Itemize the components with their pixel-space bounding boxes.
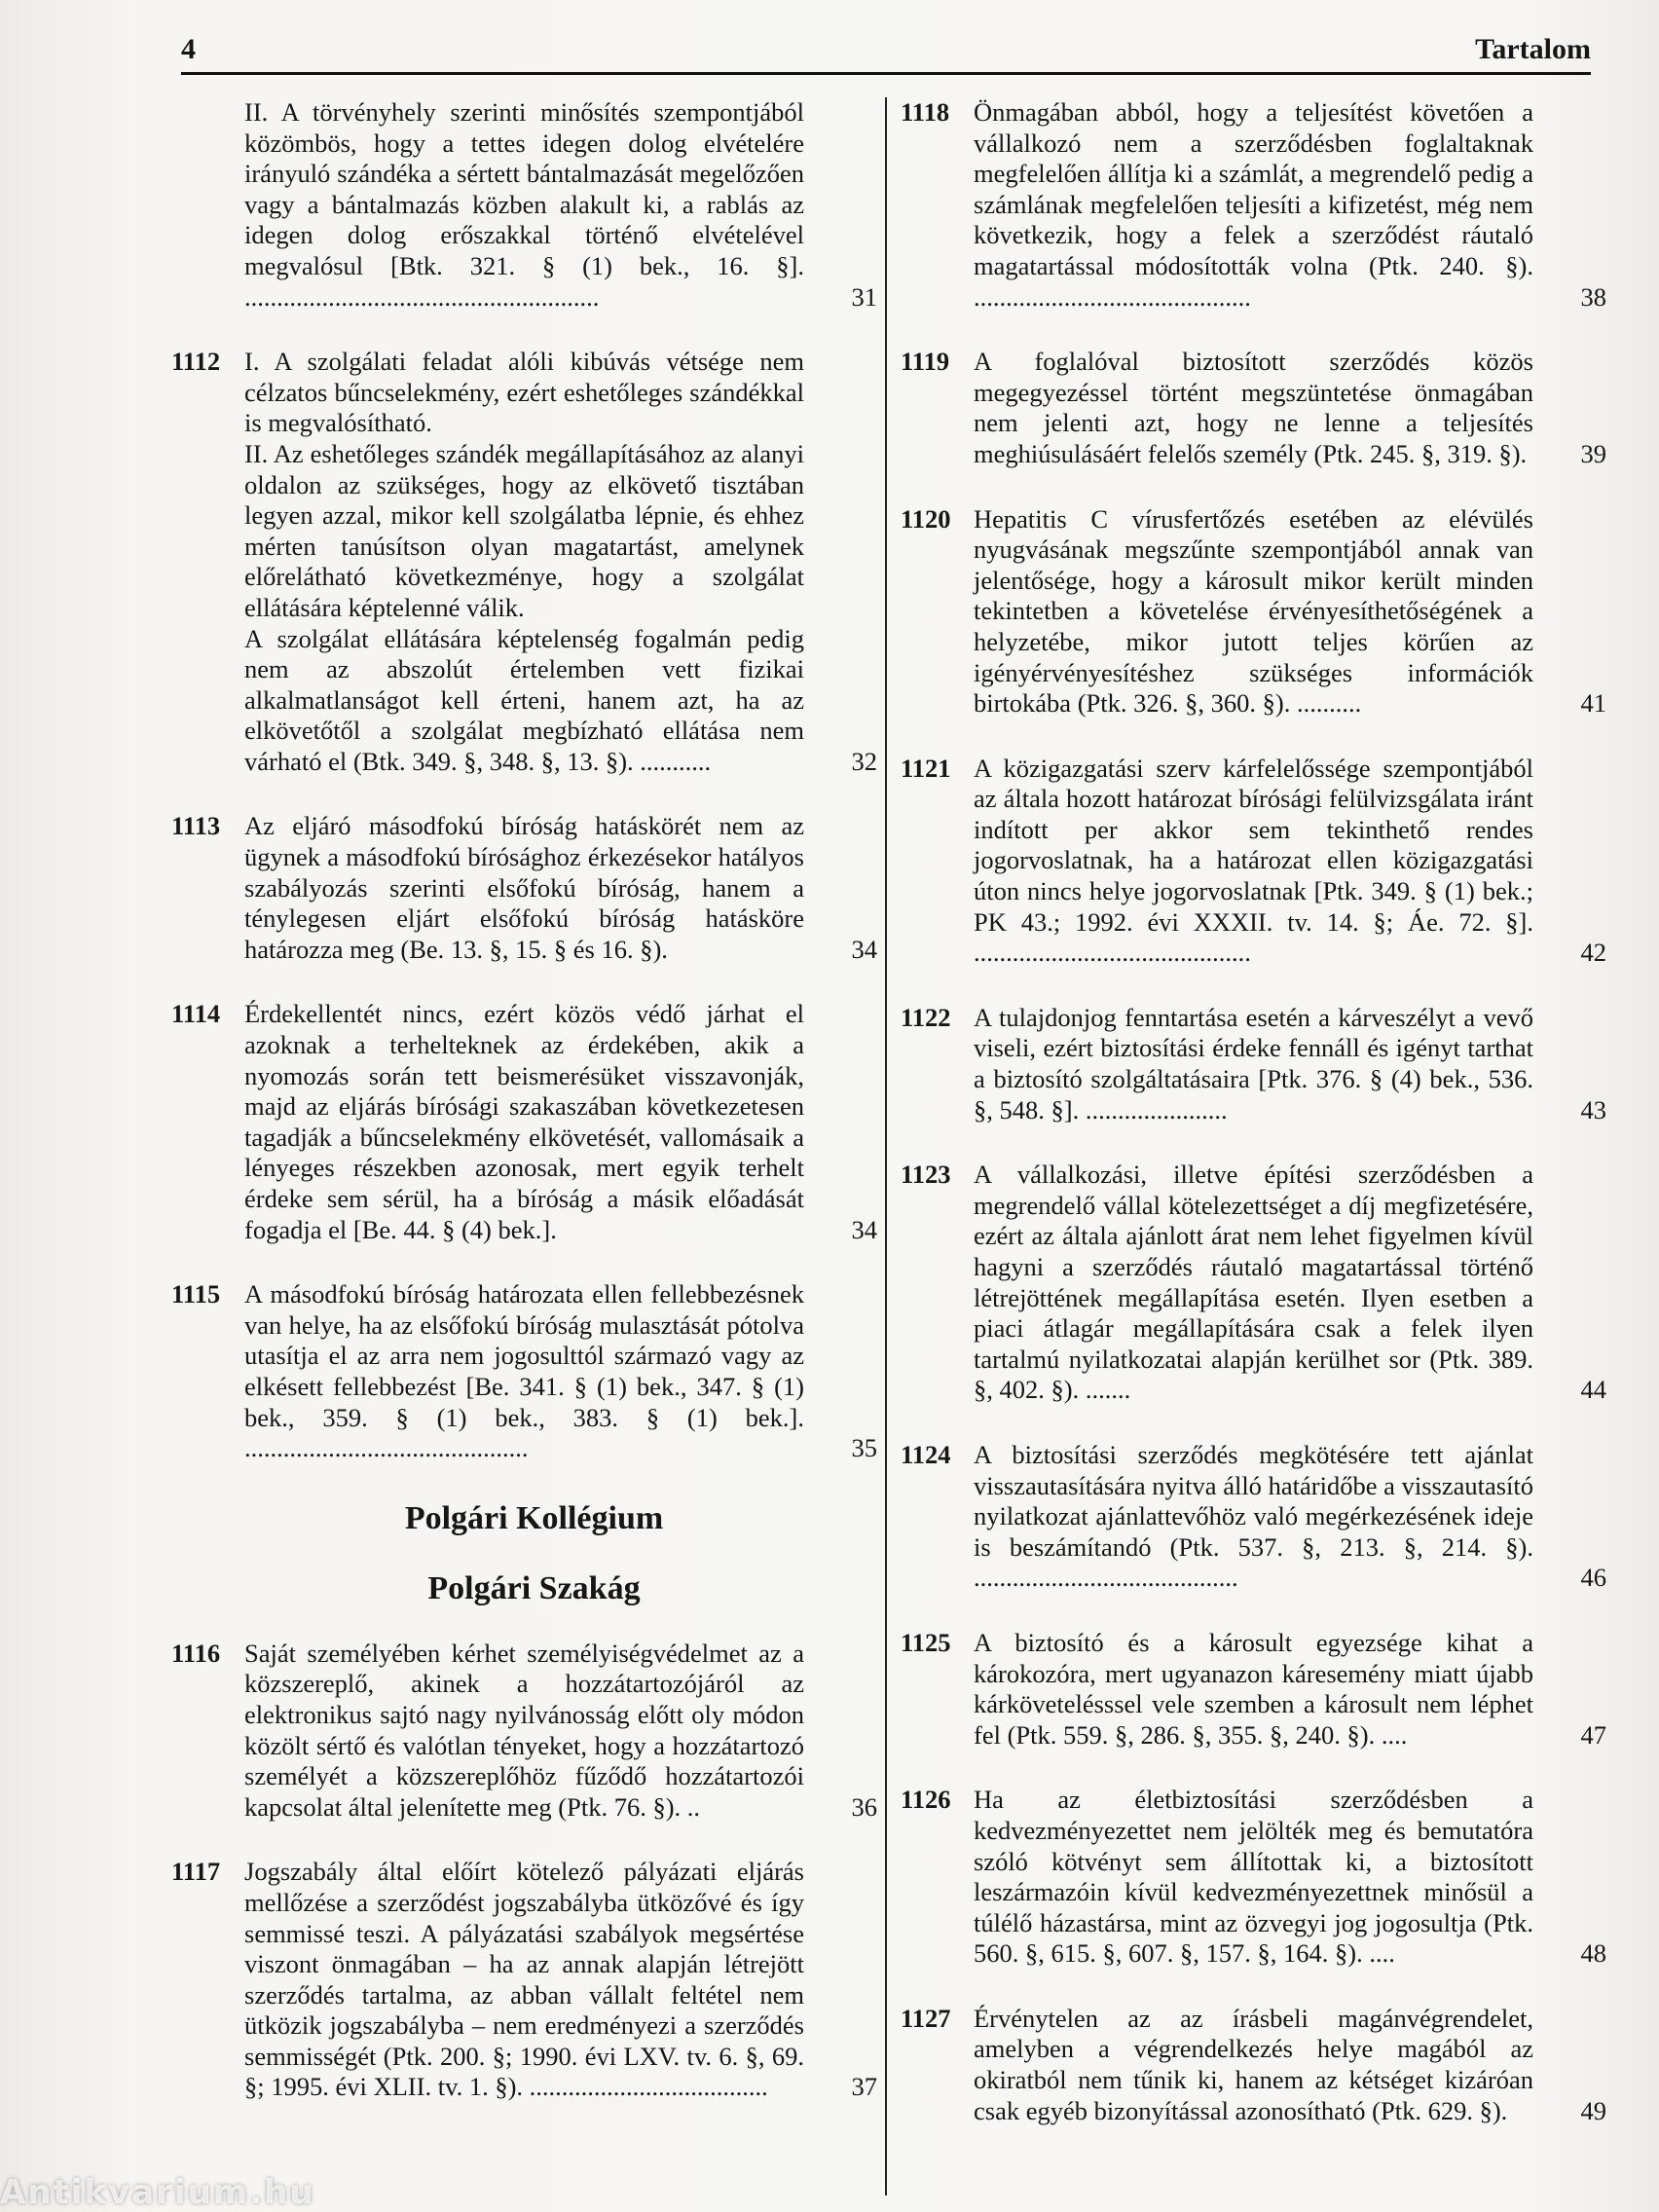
entry-text — [974, 1160, 1533, 1406]
entry-paragraph: A biztosítási szerződés megkötésére tett ajánlat visszautasítására nyitva álló határidőbe a visszautasító nyilatkozat ajánlattevőhöz való megérkezésének ideje is beszámítandó (Ptk. 537. §, 213. §, 214. §). ......................................... — [974, 1439, 1533, 1593]
toc-entry — [901, 1785, 1606, 1970]
toc-entry — [901, 1003, 1606, 1125]
entry-text — [974, 97, 1533, 313]
entry-page-number: 32 — [851, 746, 877, 776]
toc-entry — [171, 1639, 877, 1824]
entry-page-number: 49 — [1580, 2095, 1606, 2125]
entry-paragraph: A tulajdonjog fenntartása esetén a kárveszélyt a vevő viseli, ezért biztosítási érdeke fennáll és igényt tarthat a biztosító szolgáltatásaira [Ptk. 376. § (4) bek., 536. §, 548. §]. ...................... — [974, 1002, 1533, 1124]
entry-page-number: 43 — [1580, 1094, 1606, 1124]
column-divider — [885, 97, 887, 2195]
entry-number: 1116 — [171, 1638, 221, 1668]
toc-entry — [171, 999, 877, 1245]
watermark: Antikvarium.hu — [0, 2173, 315, 2212]
entry-text — [974, 2004, 1533, 2126]
entry-number: 1127 — [901, 2003, 951, 2033]
toc-entry — [901, 97, 1606, 313]
entry-page-number: 44 — [1580, 1375, 1606, 1405]
entry-paragraph: Jogszabály által előírt kötelező pályázati eljárás mellőzése a szerződést jogszabályba ütközővé és így semmissé teszi. A pályázatási szabályok megsértése viszont önmagában – ha az annak alapján létrejött szerződés tartalma, az abban vállalt feltétel nem ütközik jogszabályba – nem eredményezi a szerződés semmisségét (Ptk. 200. §; 1990. évi LXV. tv. 6. §, 69. §; 1995. évi XLII. tv. 1. §). ..................................... — [244, 1857, 804, 2102]
entry-number: 1122 — [901, 1002, 951, 1032]
entry-number: 1117 — [171, 1857, 221, 1887]
entry-number: 1121 — [901, 753, 951, 783]
entry-number: 1123 — [901, 1160, 951, 1190]
section-heading-kollegium: Polgári Kollégium — [404, 1499, 664, 1536]
entry-number: 1119 — [901, 347, 950, 377]
entry-page-number: 39 — [1580, 438, 1606, 468]
toc-entry — [901, 504, 1606, 719]
entry-number: 1118 — [901, 97, 950, 127]
toc-entry — [901, 347, 1606, 469]
entry-text — [244, 811, 804, 965]
toc-entry — [171, 1857, 877, 2103]
entry-page-number: 42 — [1580, 938, 1606, 968]
entry-paragraph: Érdekellentét nincs, ezért közös védő járhat el azoknak a terhelteknek az érdekében, akik a nyomozás során tett beismerésüket visszavonják, majd az eljárás bírósági szakaszában következetesen tagadják a bűncselekmény elkövetését, vallomásaik a lényeges részekben azonosak, mert egyik terhelt érdeke sem sérül, ha a bíróság a másik előadását fogadja el [Be. 44. § (4) bek.]. — [244, 999, 804, 1244]
entry-text — [244, 347, 804, 777]
entry-number: 1114 — [171, 999, 221, 1029]
entry-page-number: 38 — [1580, 281, 1606, 312]
entry-text — [244, 1279, 804, 1464]
toc-entry — [901, 1628, 1606, 1751]
entry-paragraph: A vállalkozási, illetve építési szerződésben a megrendelő vállal kötelezettséget a díj megfizetésére, ezért az általa ajánlott árat nem lehet figyelmen kívül hagyni a szerződés ráutaló magatartással történő létrejöttének megállapítása esetén. Ilyen esetben a piaci átlagár megállapítására csak a felek ilyen tartalmú nyilatkozatai alapján kerülhet sor (Ptk. 389. §, 402. §). ....... — [974, 1160, 1533, 1405]
right-entries — [901, 97, 1606, 2126]
left-entries-civil — [171, 1639, 877, 2103]
toc-entry — [171, 347, 877, 777]
entry-page-number: 35 — [851, 1433, 877, 1463]
entry-paragraph: I. A szolgálati feladat alóli kibúvás vétsége nem célzatos bűncselekmény, ezért eshetőleges szándékkal is megvalósítható. — [244, 347, 804, 438]
entry-page-number: 48 — [1580, 1938, 1606, 1969]
entry-text — [974, 347, 1533, 469]
entry-number: 1113 — [171, 811, 221, 841]
entry-paragraph: II. Az eshetőleges szándék megállapításához az alanyi oldalon az szükséges, hogy az elkövető tisztában legyen azzal, mikor kell szolgálatba lépnie, és ehhez mérten tanúsítson olyan magatartást, amelynek előrelátható következménye, hogy a szolgálat ellátására képtelenné válik. — [244, 438, 804, 622]
page-header — [181, 25, 1591, 75]
section-heading-szakag: Polgári Szakág — [427, 1569, 641, 1606]
running-title: Tartalom — [1475, 33, 1591, 65]
entry-paragraph: A közigazgatási szerv kárfelelőssége szempontjából az általa hozott határozat bírósági felülvizsgálata iránt indított per akkor sem tekinthető rendes jogorvoslatnak, ha a határozat ellen közigazgatási úton nincs helye jogorvoslatnak [Ptk. 349. § (1) bek.; PK 43.; 1992. évi XXXII. tv. 14. §; Áe. 72. §]. ........................................... — [974, 753, 1533, 968]
toc-entry — [901, 1160, 1606, 1406]
toc-entry — [901, 754, 1606, 969]
entry-text — [244, 999, 804, 1245]
entry-number: 1126 — [901, 1785, 951, 1815]
entry-text — [974, 754, 1533, 969]
entry-paragraph: Önmagában abból, hogy a teljesítést követően a vállalkozó nem a szerződésben foglaltaknak megfelelően állítja ki a számlát, a megrendelő pedig a számlának megfelelően teljesíti a kifizetést, még nem következik, hogy a felek a szerződést ráutaló magatartással módosították volna (Ptk. 240. §). ........................................... — [974, 97, 1533, 312]
entry-paragraph: Ha az életbiztosítási szerződésben a kedvezményezettet nem jelölték meg és bemutatóra szóló kötvényt sem állítottak ki, a biztosított leszármazóin kívül kedvezményezettnek minősül a túlélő házastársa, mint az özvegyi jog jogosultja (Ptk. 560. §, 615. §, 607. §, 157. §, 164. §). .... — [974, 1785, 1533, 1969]
left-entries-criminal — [171, 97, 877, 1464]
entry-paragraph: Hepatitis C vírusfertőzés esetében az elévülés nyugvásának megszűnte szempontjából annak van jelentősége, hogy a károsult mikor került minden tekintetben a követelése érvényesíthetőségének a helyzetébe, mikor jutott teljes körűen az igényérvényesítéshez szükséges információk birtokába (Ptk. 326. §, 360. §). .......... — [974, 503, 1533, 719]
entry-page-number: 34 — [851, 1214, 877, 1244]
entry-text — [244, 1857, 804, 2103]
entry-text — [974, 504, 1533, 719]
entry-paragraph: Saját személyében kérhet személyiségvédelmet az a közszereplő, akinek a hozzátartozójáról az elektronikus sajtó nagy nyilvánosság előtt oly módon közölt sértő és valótlan tényeket, hogy a hozzátartozó személyét a közszereplőhöz fűződő hozzátartozói kapcsolat által jelenítette meg (Ptk. 76. §). .. — [244, 1638, 804, 1822]
toc-entry — [901, 1440, 1606, 1594]
entry-paragraph: A másodfokú bíróság határozata ellen fellebbezésnek van helye, ha az elsőfokú bíróság mulasztását pótolva utasítja el az arra nem jogosulttól származó vagy az elkésett fellebbezést [Be. 341. § (1) bek., 347. § (1) bek., 359. § (1) bek., 383. § (1) bek.]. ............................................ — [244, 1279, 804, 1463]
right-column — [901, 97, 1606, 2160]
toc-entry — [171, 811, 877, 965]
entry-paragraph: II. A törvényhely szerinti minősítés szempontjából közömbös, hogy a tettes idegen dolog elvételére irányuló szándéka a sértett bántalmazását megelőzően vagy a bántalmazás közben alakult ki, a rablás az idegen dolog erőszakkal történő elvételével megvalósul [Btk. 321. § (1) bek., 16. §]. ....................................................... — [244, 97, 804, 312]
entry-number: 1115 — [171, 1279, 221, 1309]
entry-paragraph: A foglalóval biztosított szerződés közös megegyezéssel történt megszüntetése önmagában nem jelenti azt, hogy ne lenne a teljesítés meghiúsulásáért felelős személy (Ptk. 245. §, 319. §). — [974, 347, 1533, 468]
entry-page-number: 41 — [1580, 688, 1606, 719]
entry-page-number: 34 — [851, 934, 877, 964]
entry-paragraph: Érvénytelen az az írásbeli magánvégrendelet, amelyben a végrendelkezés helye magából az okiratból nem tűnik ki, hanem az kétséget kizáróan csak egyéb bizonyítással azonosítható (Ptk. 629. §). — [974, 2003, 1533, 2125]
entry-number: 1124 — [901, 1439, 951, 1469]
entry-text — [244, 1639, 804, 1824]
entry-text — [974, 1628, 1533, 1751]
toc-entry — [171, 97, 877, 313]
entry-number: 1112 — [171, 347, 221, 377]
entry-text — [974, 1440, 1533, 1594]
toc-entry — [171, 1279, 877, 1464]
entry-page-number: 36 — [851, 1791, 877, 1822]
entry-paragraph: Az eljáró másodfokú bíróság hatáskörét nem az ügynek a másodfokú bírósághoz érkezésekor hatályos szabályozás szerinti elsőfokú bíróság, hanem a ténylegesen eljárt elsőfokú bíróság hatásköre határozza meg (Be. 13. §, 15. § és 16. §). — [244, 811, 804, 964]
entry-text — [974, 1003, 1533, 1125]
left-column — [171, 97, 877, 2137]
entry-page-number: 47 — [1580, 1719, 1606, 1750]
entry-page-number: 46 — [1580, 1563, 1606, 1593]
entry-number: 1120 — [901, 503, 951, 534]
toc-entry — [901, 2004, 1606, 2126]
entry-paragraph: A biztosító és a károsult egyezsége kihat a károkozóra, mert ugyanazon káresemény miatt újabb kárkövetelésssel vele szemben a károsult nem léphet fel (Ptk. 559. §, 286. §, 355. §, 240. §). .... — [974, 1627, 1533, 1750]
entry-text — [974, 1785, 1533, 1970]
entry-page-number: 31 — [851, 281, 877, 312]
entry-number: 1125 — [901, 1627, 951, 1657]
entry-paragraph: A szolgálat ellátására képtelenség fogalmán pedig nem az abszolút értelemben vett fizikai alkalmatlanságot kell érteni, hanem azt, ha az elkövetőtől a szolgálat megbízható ellátása nem várható el (Btk. 349. §, 348. §, 13. §). ........... — [244, 623, 804, 776]
entry-text — [244, 97, 804, 313]
page-number: 4 — [181, 33, 196, 65]
entry-page-number: 37 — [851, 2072, 877, 2102]
